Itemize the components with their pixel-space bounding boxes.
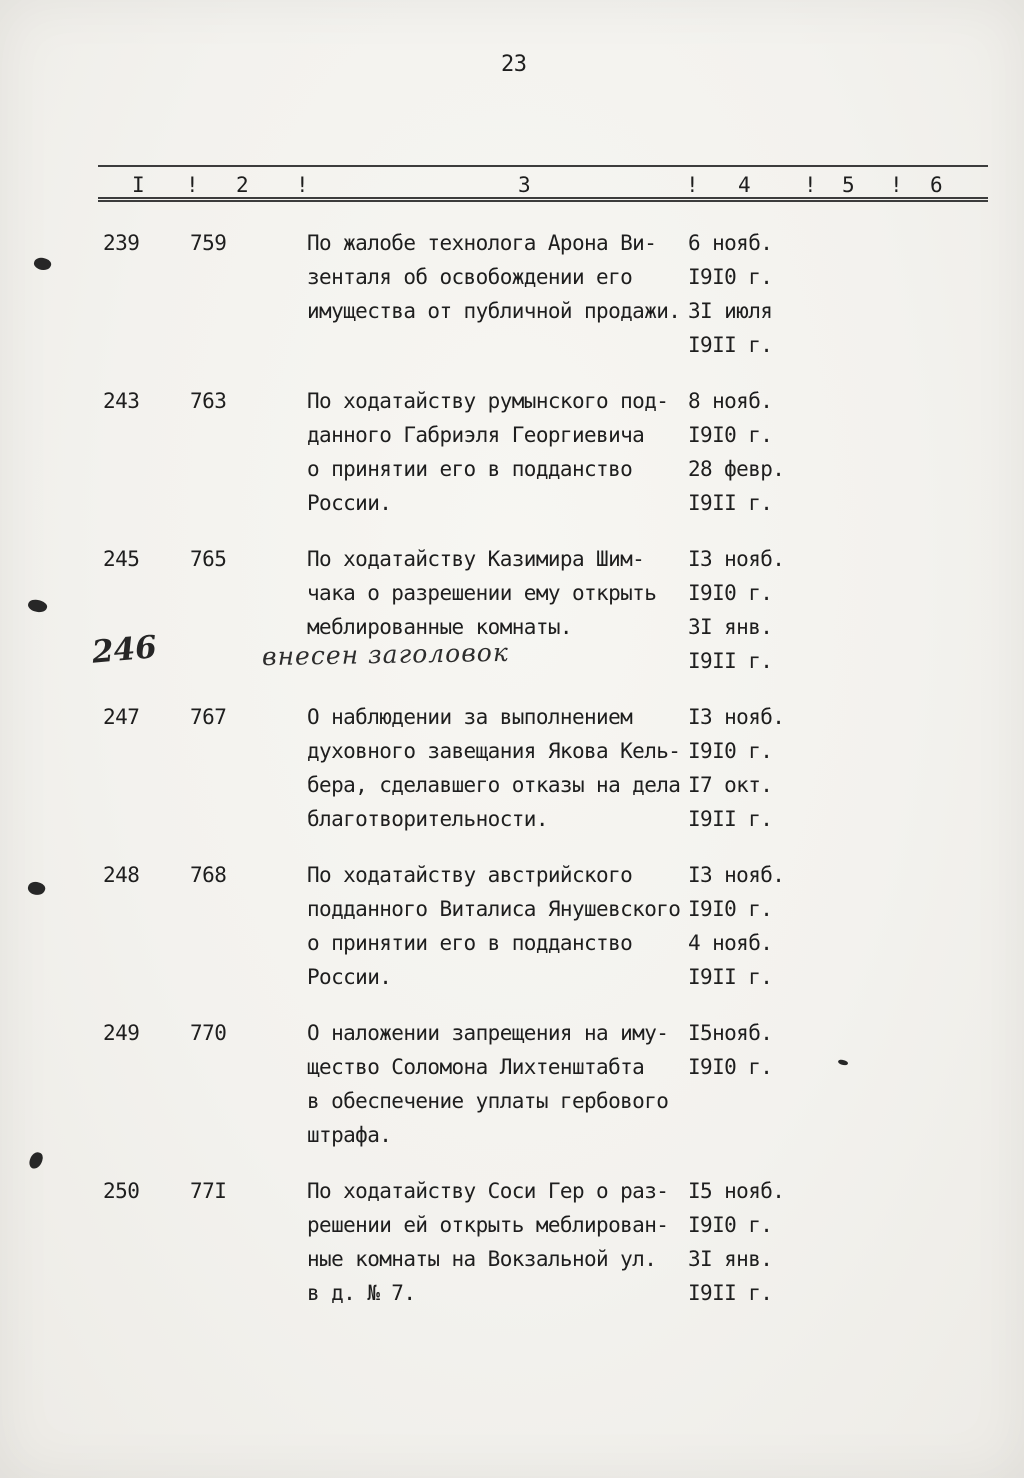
description-text: имущества от публичной продажи. bbox=[307, 299, 681, 323]
case-number: 770 bbox=[190, 1021, 227, 1045]
date-cell: I3 нояб. bbox=[688, 547, 785, 571]
description-text bbox=[307, 328, 688, 362]
column-header: I bbox=[132, 173, 145, 197]
description-line bbox=[307, 610, 817, 644]
ordinal-number: 250 bbox=[103, 1179, 140, 1203]
description-line bbox=[307, 452, 817, 486]
handwritten-margin-number: 246 bbox=[90, 629, 159, 671]
description-line bbox=[307, 328, 817, 362]
description-line bbox=[307, 542, 817, 576]
date-cell: 3I июля bbox=[688, 299, 773, 323]
date-cell: I9II г. bbox=[688, 965, 773, 989]
date-cell: 28 февр. bbox=[688, 457, 785, 481]
description-text: меблированные комнаты. bbox=[307, 615, 572, 639]
case-number: 763 bbox=[190, 389, 227, 413]
date-cell: I9II г. bbox=[688, 649, 773, 673]
description-text: России. bbox=[307, 965, 392, 989]
date-cell: I9II г. bbox=[688, 807, 773, 831]
description-text: По ходатайству Казимира Шим- bbox=[307, 547, 645, 571]
description-line bbox=[307, 802, 817, 836]
case-description bbox=[307, 1174, 817, 1310]
ordinal-number: 247 bbox=[103, 705, 140, 729]
date-cell: I9I0 г. bbox=[688, 423, 773, 447]
case-number: 765 bbox=[190, 547, 227, 571]
column-header: 5 bbox=[842, 173, 855, 197]
description-line bbox=[307, 960, 817, 994]
table-row bbox=[0, 1174, 1024, 1310]
description-text: штрафа. bbox=[307, 1123, 392, 1147]
table-row bbox=[0, 384, 1024, 520]
description-text: в обеспечение уплаты гербового bbox=[307, 1089, 669, 1113]
date-cell: I3 нояб. bbox=[688, 705, 785, 729]
date-cell: I7 окт. bbox=[688, 773, 773, 797]
column-header: 2 bbox=[236, 173, 249, 197]
ordinal-number: 243 bbox=[103, 389, 140, 413]
description-line bbox=[307, 418, 817, 452]
description-text: России. bbox=[307, 491, 392, 515]
ordinal-number: 248 bbox=[103, 863, 140, 887]
table-row bbox=[0, 226, 1024, 362]
case-number: 768 bbox=[190, 863, 227, 887]
description-line bbox=[307, 858, 817, 892]
description-text: О наблюдении за выполнением bbox=[307, 705, 633, 729]
case-number: 767 bbox=[190, 705, 227, 729]
description-line bbox=[307, 384, 817, 418]
description-line bbox=[307, 700, 817, 734]
table-row bbox=[0, 858, 1024, 994]
column-header: 4 bbox=[738, 173, 751, 197]
date-cell: 4 нояб. bbox=[688, 931, 773, 955]
date-cell: I9I0 г. bbox=[688, 897, 773, 921]
column-separator: ! bbox=[890, 173, 903, 197]
description-line bbox=[307, 892, 817, 926]
description-line bbox=[307, 1050, 817, 1084]
date-cell: 3I янв. bbox=[688, 615, 773, 639]
column-header: 6 bbox=[930, 173, 943, 197]
column-separator: ! bbox=[296, 173, 309, 197]
column-separator: ! bbox=[686, 173, 699, 197]
description-line bbox=[307, 1208, 817, 1242]
description-line bbox=[307, 576, 817, 610]
column-separator: ! bbox=[186, 173, 199, 197]
description-text: о принятии его в подданство bbox=[307, 931, 633, 955]
description-text: подданного Виталиса Янушевского bbox=[307, 897, 681, 921]
description-text: ные комнаты на Вокзальной ул. bbox=[307, 1247, 657, 1271]
date-cell: I9I0 г. bbox=[688, 1213, 773, 1237]
description-line bbox=[307, 1174, 817, 1208]
ordinal-number: 249 bbox=[103, 1021, 140, 1045]
date-cell: I3 нояб. bbox=[688, 863, 785, 887]
description-line bbox=[307, 734, 817, 768]
date-cell: I9I0 г. bbox=[688, 581, 773, 605]
date-cell: I9I0 г. bbox=[688, 265, 773, 289]
description-text: благотворительности. bbox=[307, 807, 548, 831]
description-text: По ходатайству австрийского bbox=[307, 863, 633, 887]
case-number: 759 bbox=[190, 231, 227, 255]
date-cell: 8 нояб. bbox=[688, 389, 773, 413]
description-line bbox=[307, 1242, 817, 1276]
date-cell: I9II г. bbox=[688, 333, 773, 357]
case-description bbox=[307, 700, 817, 836]
description-text: зенталя об освобождении его bbox=[307, 265, 633, 289]
description-text: щество Соломона Лихтенштабта bbox=[307, 1055, 645, 1079]
column-header: 3 bbox=[518, 173, 531, 197]
description-text: бера, сделавшего отказы на дела bbox=[307, 773, 681, 797]
description-text: По ходатайству Соси Гер о раз- bbox=[307, 1179, 669, 1203]
date-cell: I9I0 г. bbox=[688, 739, 773, 763]
description-line bbox=[307, 226, 817, 260]
description-line bbox=[307, 926, 817, 960]
inventory-entries bbox=[0, 226, 1024, 1332]
description-line bbox=[307, 486, 817, 520]
column-separator: ! bbox=[804, 173, 817, 197]
description-text: По ходатайству румынского под- bbox=[307, 389, 669, 413]
description-text: в д. № 7. bbox=[307, 1281, 416, 1305]
case-description bbox=[307, 858, 817, 994]
date-cell: I9II г. bbox=[688, 491, 773, 515]
description-line bbox=[307, 260, 817, 294]
table-header bbox=[98, 165, 988, 202]
description-line bbox=[307, 1016, 817, 1050]
description-line bbox=[307, 1084, 817, 1118]
date-cell: 6 нояб. bbox=[688, 231, 773, 255]
description-line bbox=[307, 1118, 817, 1152]
table-row bbox=[0, 700, 1024, 836]
case-description bbox=[307, 226, 817, 362]
date-cell: 3I янв. bbox=[688, 1247, 773, 1271]
description-text: О наложении запрещения на иму- bbox=[307, 1021, 669, 1045]
table-row bbox=[0, 1016, 1024, 1152]
date-cell: I5нояб. bbox=[688, 1021, 773, 1045]
case-description bbox=[307, 384, 817, 520]
description-line bbox=[307, 768, 817, 802]
ordinal-number: 245 bbox=[103, 547, 140, 571]
description-text: данного Габриэля Георгиевича bbox=[307, 423, 645, 447]
date-cell: I9II г. bbox=[688, 1281, 773, 1305]
date-cell: I9I0 г. bbox=[688, 1055, 773, 1079]
description-text: решении ей открыть меблирован- bbox=[307, 1213, 669, 1237]
ordinal-number: 239 bbox=[103, 231, 140, 255]
description-text: духовного завещания Якова Кель- bbox=[307, 739, 681, 763]
description-line bbox=[307, 294, 817, 328]
description-text: чака о разрешении ему открыть bbox=[307, 581, 657, 605]
date-cell: I5 нояб. bbox=[688, 1179, 785, 1203]
description-line bbox=[307, 1276, 817, 1310]
description-text: По жалобе технолога Арона Ви- bbox=[307, 231, 657, 255]
description-text: о принятии его в подданство bbox=[307, 457, 633, 481]
case-description bbox=[307, 1016, 817, 1152]
handwritten-note: внесен заголовок bbox=[261, 637, 509, 672]
case-number: 77I bbox=[190, 1179, 227, 1203]
page-number: 23 bbox=[501, 52, 527, 77]
